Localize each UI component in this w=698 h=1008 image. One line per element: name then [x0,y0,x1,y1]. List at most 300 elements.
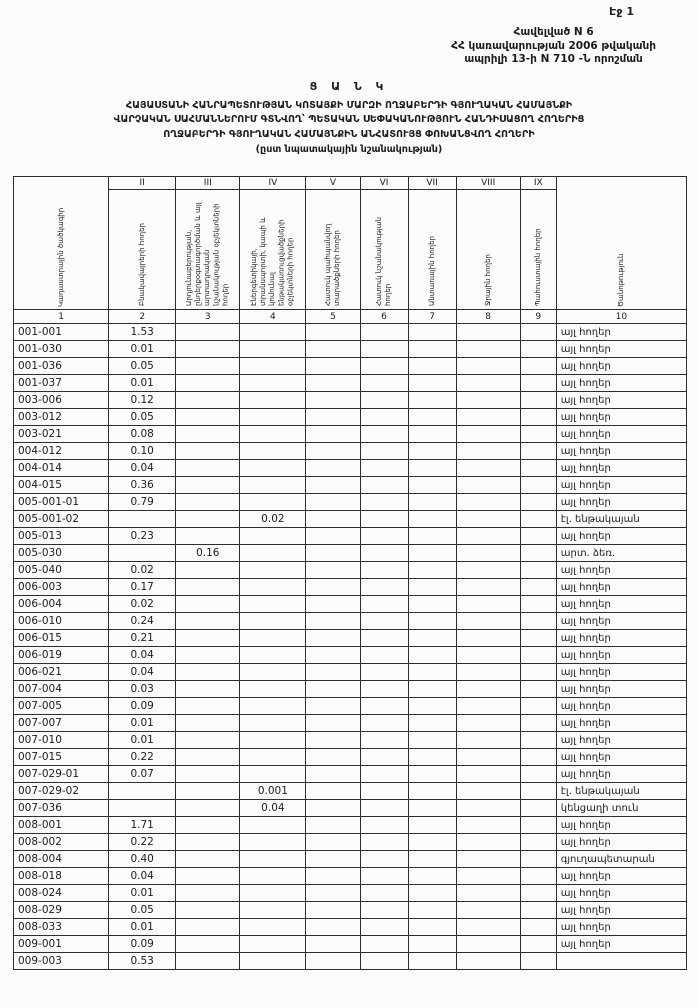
cell-area-c5 [306,868,360,885]
cell-cadastral-code: 006-004 [14,596,109,613]
cell-area-c7 [408,953,456,970]
cell-area-c7 [408,324,456,341]
cell-area-c7 [408,494,456,511]
table-row [14,783,687,800]
cell-area-c3 [176,851,240,868]
table-row [14,443,687,460]
cell-area-c4 [240,681,306,698]
cell-area-c8 [456,613,520,630]
cell-area-c2: 0.12 [109,392,176,409]
cell-area-c2: 0.40 [109,851,176,868]
page-number: Էջ 1 [609,5,634,18]
cell-area-c8 [456,868,520,885]
cell-area-c4: 0.001 [240,783,306,800]
cell-cadastral-code: 005-030 [14,545,109,562]
cell-area-c5 [306,460,360,477]
cell-area-c5 [306,562,360,579]
cell-note: այլ հողեր [556,562,686,579]
cell-area-c7 [408,562,456,579]
cell-cadastral-code: 009-001 [14,936,109,953]
cell-area-c9 [520,698,556,715]
cell-area-c7 [408,579,456,596]
cell-note: այլ հողեր [556,443,686,460]
cell-area-c8 [456,902,520,919]
table-row [14,392,687,409]
cell-area-c9 [520,528,556,545]
cell-area-c3 [176,715,240,732]
cell-area-c2: 0.53 [109,953,176,970]
cell-note: այլ հողեր [556,817,686,834]
cell-cadastral-code: 006-003 [14,579,109,596]
cell-area-c9 [520,579,556,596]
cell-area-c7 [408,409,456,426]
column-header-cadastral-code: Կադաստրային ծածկագիր [14,177,109,310]
cell-area-c8 [456,885,520,902]
table-header [14,177,687,324]
cell-area-c4 [240,528,306,545]
cell-area-c5 [306,324,360,341]
cell-area-c9 [520,613,556,630]
cell-area-c2: 1.53 [109,324,176,341]
cell-area-c8 [456,460,520,477]
cell-note [556,953,686,970]
cell-area-c8 [456,749,520,766]
column-header-energy-transport-lands: Էներգետիկայի, տրանսպորտի, կապի և կոմունալ ենթակառուցվածքների օբյեկտների հողեր [240,190,306,310]
cell-area-c2: 0.03 [109,681,176,698]
cell-area-c7 [408,732,456,749]
cell-area-c5 [306,681,360,698]
cell-area-c2: 0.08 [109,426,176,443]
table-body [14,324,687,970]
cell-area-c5 [306,392,360,409]
cell-area-c7 [408,358,456,375]
cell-area-c6 [360,375,408,392]
table-row [14,647,687,664]
cell-note: այլ հողեր [556,460,686,477]
cell-area-c2: 0.04 [109,664,176,681]
cell-area-c8 [456,341,520,358]
cell-area-c8 [456,800,520,817]
cell-area-c6 [360,630,408,647]
cell-area-c4 [240,664,306,681]
cell-area-c8 [456,732,520,749]
cell-note: այլ հողեր [556,698,686,715]
table-row [14,698,687,715]
cell-area-c3 [176,732,240,749]
cell-area-c7 [408,902,456,919]
cell-cadastral-code: 007-010 [14,732,109,749]
cell-area-c5 [306,800,360,817]
cell-cadastral-code: 008-033 [14,919,109,936]
cell-area-c9 [520,902,556,919]
cell-area-c5 [306,664,360,681]
roman-numeral-row [14,177,687,190]
cell-area-c9 [520,647,556,664]
cell-cadastral-code: 007-029-02 [14,783,109,800]
cell-note: այլ հողեր [556,596,686,613]
cell-cadastral-code: 007-007 [14,715,109,732]
cell-area-c7 [408,460,456,477]
cell-area-c9 [520,681,556,698]
cell-area-c5 [306,766,360,783]
cell-area-c5 [306,817,360,834]
cell-note: այլ հողեր [556,647,686,664]
cell-area-c4 [240,698,306,715]
cell-area-c5 [306,358,360,375]
cell-area-c4 [240,936,306,953]
cell-area-c2: 0.23 [109,528,176,545]
column-header-protected-areas-lands: Հատուկ պահպանվող տարածքների հողեր [306,190,360,310]
cell-area-c8 [456,409,520,426]
table-row [14,494,687,511]
cell-area-c5 [306,494,360,511]
table-row [14,766,687,783]
cell-area-c2: 0.01 [109,375,176,392]
document-title-line: ՀԱՅԱՍՏԱՆԻ ՀԱՆՐԱՊԵՏՈՒԹՅԱՆ ԿՈՏԱՅՔԻ ՄԱՐԶԻ ՈՂՋԱԲԵՐԴԻ ԳՅՈՒՂԱԿԱՆ ՀԱՄԱՅՆՔԻ [125,100,573,111]
cell-note: էլ. ենթակայան [556,783,686,800]
cell-area-c3 [176,936,240,953]
column-number: 2 [109,310,176,324]
cell-area-c9 [520,630,556,647]
cell-area-c3 [176,919,240,936]
cell-area-c4 [240,851,306,868]
cell-area-c6 [360,766,408,783]
cell-area-c6 [360,460,408,477]
cell-area-c9 [520,732,556,749]
cell-area-c8 [456,494,520,511]
cell-area-c2 [109,511,176,528]
cell-area-c2: 0.02 [109,562,176,579]
cell-area-c8 [456,545,520,562]
cell-area-c7 [408,545,456,562]
cell-area-c9 [520,936,556,953]
cell-area-c8 [456,851,520,868]
cell-area-c2: 0.01 [109,919,176,936]
cell-area-c5 [306,885,360,902]
table-row [14,715,687,732]
cell-area-c6 [360,681,408,698]
cell-area-c2: 0.36 [109,477,176,494]
cell-area-c7 [408,800,456,817]
cell-area-c9 [520,443,556,460]
cell-area-c7 [408,341,456,358]
cell-area-c2: 0.17 [109,579,176,596]
cell-area-c7 [408,749,456,766]
cell-area-c6 [360,579,408,596]
cell-area-c8 [456,817,520,834]
cell-note: այլ հողեր [556,630,686,647]
cell-area-c8 [456,630,520,647]
cell-area-c4 [240,766,306,783]
cell-cadastral-code: 007-015 [14,749,109,766]
cell-note: այլ հողեր [556,613,686,630]
cell-note: այլ հողեր [556,494,686,511]
cell-area-c7 [408,919,456,936]
cell-area-c6 [360,409,408,426]
cell-area-c6 [360,324,408,341]
roman-numeral-ii: II [109,177,176,190]
column-header-forest-lands: Անտառային հողեր [408,190,456,310]
cell-area-c4 [240,324,306,341]
cell-area-c7 [408,477,456,494]
cell-area-c3 [176,375,240,392]
column-header-notes: Ծանոթություն [556,177,686,310]
cell-area-c2: 0.05 [109,902,176,919]
cell-area-c6 [360,834,408,851]
table-row [14,460,687,477]
cell-area-c4 [240,392,306,409]
cell-cadastral-code: 001-001 [14,324,109,341]
cell-area-c6 [360,868,408,885]
table-row [14,885,687,902]
table-row [14,834,687,851]
cell-area-c2: 0.22 [109,749,176,766]
cell-area-c4 [240,341,306,358]
cell-cadastral-code: 008-018 [14,868,109,885]
table-row [14,919,687,936]
cell-area-c8 [456,528,520,545]
cell-area-c2: 0.09 [109,936,176,953]
cell-area-c2: 0.04 [109,647,176,664]
cell-area-c9 [520,545,556,562]
cell-area-c6 [360,885,408,902]
cell-area-c5 [306,851,360,868]
cell-note: այլ հողեր [556,477,686,494]
cell-cadastral-code: 007-005 [14,698,109,715]
cell-note: այլ հողեր [556,426,686,443]
column-number: 10 [556,310,686,324]
cell-note: այլ հողեր [556,579,686,596]
cell-cadastral-code: 008-004 [14,851,109,868]
cell-area-c3 [176,358,240,375]
cell-area-c8 [456,715,520,732]
table-row [14,409,687,426]
cell-cadastral-code: 007-004 [14,681,109,698]
table-row [14,868,687,885]
cell-area-c9 [520,766,556,783]
cell-area-c6 [360,732,408,749]
cell-area-c9 [520,562,556,579]
cell-cadastral-code: 008-001 [14,817,109,834]
cell-area-c6 [360,392,408,409]
cell-cadastral-code: 005-001-02 [14,511,109,528]
cell-area-c9 [520,477,556,494]
cell-area-c6 [360,851,408,868]
cell-area-c8 [456,511,520,528]
cell-area-c4: 0.04 [240,800,306,817]
cell-area-c5 [306,698,360,715]
cell-area-c4 [240,749,306,766]
table-row [14,511,687,528]
roman-numeral-vi: VI [360,177,408,190]
cell-note: այլ հողեր [556,834,686,851]
cell-area-c2: 0.04 [109,460,176,477]
roman-numeral-vii: VII [408,177,456,190]
cell-area-c3 [176,596,240,613]
column-number: 9 [520,310,556,324]
cell-area-c6 [360,902,408,919]
title-block [0,80,698,155]
cell-area-c2: 0.79 [109,494,176,511]
cell-area-c7 [408,443,456,460]
cell-area-c9 [520,341,556,358]
cell-area-c7 [408,851,456,868]
cell-cadastral-code: 004-014 [14,460,109,477]
cell-note: այլ հողեր [556,902,686,919]
cell-area-c2: 0.01 [109,885,176,902]
cell-cadastral-code: 001-037 [14,375,109,392]
cell-cadastral-code: 008-024 [14,885,109,902]
cell-note: այլ հողեր [556,732,686,749]
table-row [14,596,687,613]
cell-area-c7 [408,936,456,953]
table-row [14,953,687,970]
cell-area-c6 [360,936,408,953]
cell-area-c3 [176,324,240,341]
table-row [14,664,687,681]
cell-area-c3 [176,800,240,817]
cell-area-c8 [456,562,520,579]
column-number-row [14,310,687,324]
cell-note: այլ հողեր [556,936,686,953]
column-number: 7 [408,310,456,324]
cell-area-c5 [306,783,360,800]
cell-area-c5 [306,919,360,936]
cell-cadastral-code: 008-002 [14,834,109,851]
table-row [14,579,687,596]
roman-numeral-iv: IV [240,177,306,190]
cell-note: այլ հողեր [556,375,686,392]
cell-cadastral-code: 007-036 [14,800,109,817]
column-header-settlement-lands: Բնակավայրերի հողեր [109,190,176,310]
cell-note: այլ հողեր [556,528,686,545]
column-header-special-purpose-lands: Հատուկ նշանակության հողեր [360,190,408,310]
cell-note: այլ հողեր [556,341,686,358]
cell-area-c9 [520,919,556,936]
roman-numeral-ix: IX [520,177,556,190]
cell-area-c3 [176,698,240,715]
cell-area-c3 [176,341,240,358]
cell-area-c2: 0.04 [109,868,176,885]
cell-area-c5 [306,834,360,851]
table-row [14,545,687,562]
cell-area-c3 [176,664,240,681]
cell-cadastral-code: 005-040 [14,562,109,579]
cell-area-c4 [240,919,306,936]
column-number: 8 [456,310,520,324]
cell-area-c7 [408,664,456,681]
cell-cadastral-code: 009-003 [14,953,109,970]
cell-area-c3 [176,953,240,970]
cell-area-c2: 0.01 [109,715,176,732]
cell-note: այլ հողեր [556,766,686,783]
table-row [14,324,687,341]
cell-area-c8 [456,392,520,409]
table-row [14,732,687,749]
cell-area-c2 [109,545,176,562]
cell-cadastral-code: 006-015 [14,630,109,647]
cell-area-c6 [360,596,408,613]
cell-note: այլ հողեր [556,392,686,409]
cell-area-c6 [360,817,408,834]
table-row [14,528,687,545]
cell-note: կենցաղի տուն [556,800,686,817]
cell-cadastral-code: 005-013 [14,528,109,545]
cell-area-c8 [456,647,520,664]
table-row [14,800,687,817]
cell-area-c8 [456,358,520,375]
cell-area-c6 [360,613,408,630]
cell-area-c9 [520,511,556,528]
cell-area-c2: 0.05 [109,358,176,375]
cell-cadastral-code: 006-019 [14,647,109,664]
cell-area-c6 [360,800,408,817]
cell-area-c4 [240,715,306,732]
cell-area-c4 [240,375,306,392]
cell-area-c4 [240,579,306,596]
cell-area-c9 [520,664,556,681]
roman-numeral-viii: VIII [456,177,520,190]
cell-area-c9 [520,392,556,409]
document-title-word: Ց Ա Ն Կ [309,80,389,93]
cell-area-c2: 0.01 [109,732,176,749]
cell-area-c3 [176,885,240,902]
cell-area-c3 [176,528,240,545]
cell-area-c9 [520,783,556,800]
cell-area-c7 [408,613,456,630]
cell-area-c5 [306,511,360,528]
cell-note: գյուղապետարան [556,851,686,868]
cell-area-c6 [360,443,408,460]
cell-area-c6 [360,698,408,715]
cell-area-c9 [520,375,556,392]
cell-area-c9 [520,358,556,375]
cell-area-c7 [408,715,456,732]
cell-area-c2: 0.24 [109,613,176,630]
cell-area-c7 [408,868,456,885]
table-row [14,358,687,375]
column-header-reserve-lands: Պահուստային հողեր [520,190,556,310]
cell-area-c5 [306,732,360,749]
cell-area-c4 [240,358,306,375]
cell-area-c3 [176,681,240,698]
cell-area-c6 [360,511,408,528]
cell-area-c5 [306,902,360,919]
cell-area-c8 [456,375,520,392]
cell-area-c8 [456,698,520,715]
table-row [14,749,687,766]
cell-area-c4 [240,885,306,902]
cell-note: այլ հողեր [556,749,686,766]
cell-area-c3 [176,766,240,783]
cell-area-c2: 0.01 [109,341,176,358]
cell-area-c9 [520,953,556,970]
cell-area-c4 [240,409,306,426]
cell-area-c3 [176,579,240,596]
cell-area-c9 [520,715,556,732]
cell-note: այլ հողեր [556,715,686,732]
cell-area-c7 [408,630,456,647]
cell-area-c2: 0.05 [109,409,176,426]
cell-area-c7 [408,817,456,834]
table-row [14,375,687,392]
cell-area-c5 [306,409,360,426]
cell-area-c6 [360,545,408,562]
cell-area-c4 [240,834,306,851]
column-number: 1 [14,310,109,324]
table-row [14,477,687,494]
cell-area-c7 [408,511,456,528]
